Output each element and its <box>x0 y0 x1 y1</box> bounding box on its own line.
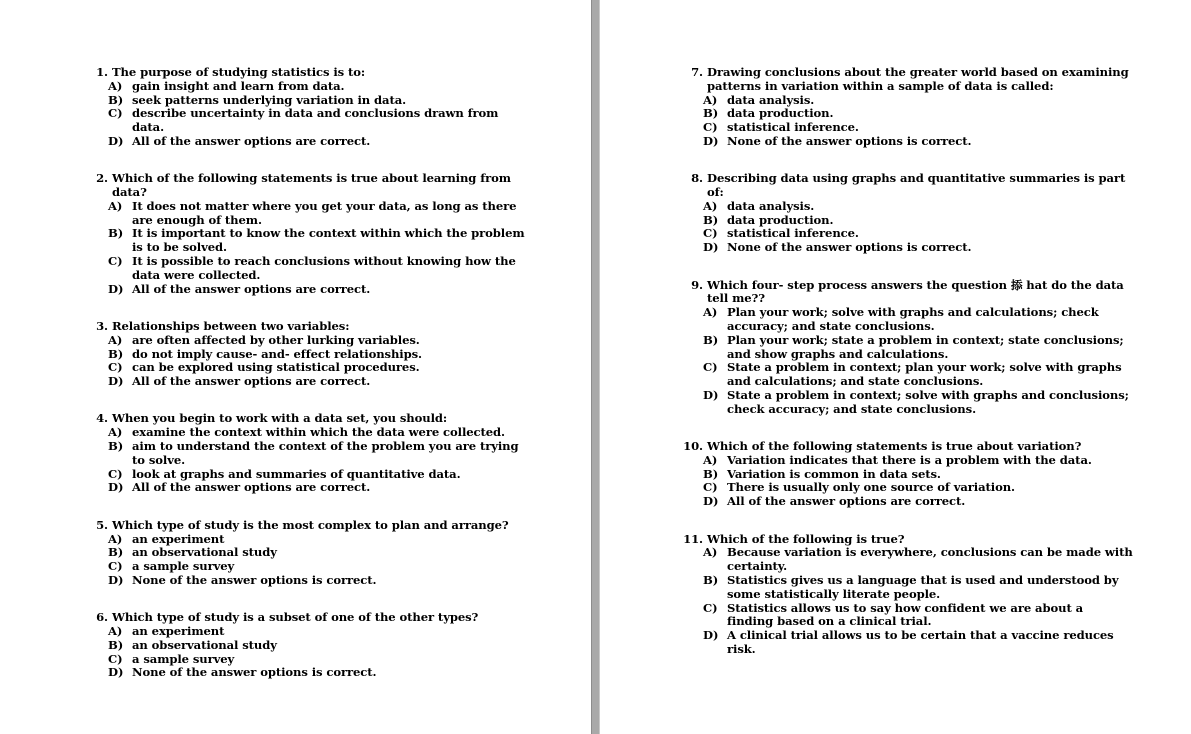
answer-option <box>683 241 1133 255</box>
option-text: statistical inference. <box>727 120 859 135</box>
answer-option <box>683 574 1133 602</box>
page-divider <box>591 0 600 734</box>
option-text: an experiment <box>132 624 225 638</box>
question-stem <box>88 172 528 200</box>
question-text: Which type of study is a subset of one of the other types? <box>112 610 479 625</box>
option-letter: A) <box>703 452 718 467</box>
answer-option <box>683 389 1133 417</box>
option-letter: A) <box>703 198 718 213</box>
answer-option <box>88 361 528 375</box>
answer-option <box>88 574 528 588</box>
option-letter: A) <box>703 92 718 107</box>
option-letter: D) <box>108 572 124 587</box>
option-text: All of the answer options are correct. <box>132 133 371 148</box>
question-number: 8. <box>691 171 703 186</box>
answer-option <box>88 135 528 149</box>
option-letter: C) <box>108 559 123 574</box>
option-text: None of the answer options is correct. <box>727 133 972 148</box>
option-letter: C) <box>703 120 718 135</box>
question-item <box>683 279 1133 417</box>
option-letter: A) <box>108 531 123 546</box>
option-letter: D) <box>703 494 719 509</box>
option-text: are often affected by other lurking variables. <box>132 332 420 347</box>
option-text: can be explored using statistical procedures. <box>132 360 420 375</box>
answer-option <box>88 348 528 362</box>
answer-options <box>88 334 528 389</box>
question-text: Which type of study is the most complex to plan and arrange? <box>112 517 509 532</box>
option-text: data production. <box>727 212 834 227</box>
answer-options <box>88 80 528 149</box>
answer-option <box>683 629 1133 657</box>
question-stem <box>683 533 1133 547</box>
answer-option <box>88 546 528 560</box>
question-stem <box>88 320 528 334</box>
option-letter: D) <box>108 133 124 148</box>
option-letter: B) <box>108 545 124 560</box>
option-letter: C) <box>108 254 123 269</box>
option-text: do not imply cause- and- effect relationships. <box>132 346 422 361</box>
question-item <box>683 440 1133 509</box>
answer-option <box>88 639 528 653</box>
answer-option <box>88 200 528 228</box>
option-letter: D) <box>703 387 719 402</box>
answer-option <box>88 653 528 667</box>
answer-option <box>88 625 528 639</box>
question-item <box>88 611 528 680</box>
answer-option <box>683 481 1133 495</box>
option-letter: C) <box>108 466 123 481</box>
question-stem <box>683 172 1133 200</box>
answer-option <box>683 546 1133 574</box>
answer-option <box>88 227 528 255</box>
answer-option <box>88 107 528 135</box>
option-letter: B) <box>703 106 719 121</box>
answer-options <box>683 94 1133 149</box>
answer-option <box>683 495 1133 509</box>
question-text: Which of the following statements is true about variation? <box>707 439 1082 454</box>
option-letter: C) <box>703 360 718 375</box>
option-text: Because variation is everywhere, conclusions can be made with certainty. <box>727 545 1133 574</box>
option-text: Variation is common in data sets. <box>727 466 941 481</box>
answer-options <box>88 625 528 680</box>
answer-options <box>88 533 528 588</box>
answer-options <box>683 306 1133 416</box>
answer-option <box>683 94 1133 108</box>
option-text: Plan your work; solve with graphs and calculations; check accuracy; and state conclusions. <box>727 305 1099 333</box>
option-letter: B) <box>703 466 719 481</box>
option-text: There is usually only one source of variation. <box>727 480 1015 495</box>
option-text: an observational study <box>132 545 277 560</box>
answer-option <box>88 94 528 108</box>
answer-option <box>88 440 528 468</box>
option-text: None of the answer options is correct. <box>727 240 972 255</box>
option-letter: C) <box>108 106 123 121</box>
answer-option <box>88 334 528 348</box>
question-text: When you begin to work with a data set, you should: <box>112 411 448 426</box>
option-letter: B) <box>108 346 124 361</box>
question-stem <box>88 519 528 533</box>
question-stem <box>88 66 528 80</box>
option-text: It is important to know the context within which the problem is to be solved. <box>132 226 525 255</box>
answer-option <box>683 361 1133 389</box>
question-text: Describing data using graphs and quantitative summaries is part of: <box>707 171 1126 200</box>
answer-option <box>683 214 1133 228</box>
option-text: State a problem in context; solve with graphs and conclusions; check accuracy; and state conclusions. <box>727 387 1129 416</box>
answer-option <box>88 80 528 94</box>
option-text: It does not matter where you get your data, as long as there are enough of them. <box>132 198 517 227</box>
answer-option <box>683 454 1133 468</box>
option-text: data analysis. <box>727 198 815 213</box>
option-text: Statistics gives us a language that is used and understood by some statistically literate people. <box>727 572 1119 601</box>
answer-options <box>683 200 1133 255</box>
answer-option <box>88 560 528 574</box>
option-letter: D) <box>108 281 124 296</box>
option-text: describe uncertainty in data and conclusions drawn from data. <box>132 106 499 135</box>
option-letter: B) <box>108 226 124 241</box>
option-letter: A) <box>108 78 123 93</box>
question-text: Relationships between two variables: <box>112 318 350 333</box>
question-number: 9. <box>691 277 703 292</box>
option-letter: D) <box>108 665 124 680</box>
option-letter: D) <box>703 133 719 148</box>
question-item <box>683 533 1133 657</box>
option-letter: C) <box>703 480 718 495</box>
question-text: The purpose of studying statistics is to: <box>112 65 366 79</box>
answer-option <box>683 121 1133 135</box>
question-stem <box>683 66 1133 94</box>
answer-option <box>683 200 1133 214</box>
option-text: seek patterns underlying variation in data. <box>132 92 407 107</box>
question-item <box>88 66 528 149</box>
question-text: Drawing conclusions about the greater world based on examining patterns in variation within a sample of data is called: <box>707 65 1129 93</box>
question-number: 4. <box>96 411 108 426</box>
question-stem <box>683 440 1133 454</box>
option-text: an observational study <box>132 637 277 652</box>
question-item <box>88 412 528 495</box>
option-text: aim to understand the context of the problem you are trying to solve. <box>132 439 519 467</box>
option-text: Variation indicates that there is a problem with the data. <box>727 452 1092 467</box>
option-text: Statistics allows us to say how confident we are about a finding based on a clinical trial. <box>727 600 1084 629</box>
option-text: Plan your work; state a problem in context; state conclusions; and show graphs and calculations. <box>727 332 1124 361</box>
question-item <box>88 519 528 588</box>
option-text: statistical inference. <box>727 226 859 241</box>
question-stem <box>88 611 528 625</box>
option-letter: B) <box>703 332 719 347</box>
option-letter: B) <box>108 439 124 454</box>
left-page <box>0 0 591 734</box>
question-number: 7. <box>691 65 703 79</box>
question-text: Which of the following is true? <box>707 531 905 546</box>
option-text: A clinical trial allows us to be certain that a vaccine reduces risk. <box>727 628 1114 656</box>
answer-option <box>88 666 528 680</box>
answer-option <box>683 468 1133 482</box>
option-text: All of the answer options are correct. <box>727 494 966 509</box>
option-letter: B) <box>703 572 719 587</box>
answer-option <box>88 255 528 283</box>
answer-option <box>88 533 528 547</box>
option-text: None of the answer options is correct. <box>132 665 377 680</box>
option-letter: D) <box>703 628 719 643</box>
question-number: 3. <box>96 318 108 333</box>
question-item <box>88 172 528 296</box>
question-number: 1. <box>96 65 108 79</box>
option-letter: B) <box>108 637 124 652</box>
option-letter: A) <box>108 624 123 638</box>
answer-option <box>683 602 1133 630</box>
answer-options <box>88 200 528 297</box>
answer-option <box>88 468 528 482</box>
option-text: data production. <box>727 106 834 121</box>
option-letter: A) <box>108 198 123 213</box>
option-text: data analysis. <box>727 92 815 107</box>
option-letter: C) <box>703 226 718 241</box>
answer-option <box>88 481 528 495</box>
option-text: an experiment <box>132 531 225 546</box>
option-letter: D) <box>703 240 719 255</box>
answer-option <box>683 227 1133 241</box>
option-letter: A) <box>703 305 718 320</box>
option-text: look at graphs and summaries of quantitative data. <box>132 466 461 481</box>
option-text: examine the context within which the data were collected. <box>132 425 505 440</box>
option-text: State a problem in context; plan your work; solve with graphs and calculations; and state conclusions. <box>727 360 1122 389</box>
answer-option <box>88 283 528 297</box>
option-letter: C) <box>703 600 718 615</box>
option-letter: B) <box>703 212 719 227</box>
right-page <box>600 0 1191 734</box>
option-letter: A) <box>108 332 123 347</box>
question-item <box>683 172 1133 255</box>
question-text: Which four- step process answers the question 掭 hat do the data tell me?? <box>707 277 1124 306</box>
right-question-column <box>683 66 1133 680</box>
option-letter: D) <box>108 374 124 389</box>
option-text: All of the answer options are correct. <box>132 374 371 389</box>
option-text: It is possible to reach conclusions without knowing how the data were collected. <box>132 254 516 282</box>
option-text: a sample survey <box>132 651 235 666</box>
option-letter: A) <box>108 425 123 440</box>
question-item <box>88 320 528 389</box>
option-letter: B) <box>108 92 124 107</box>
option-text: None of the answer options is correct. <box>132 572 377 587</box>
answer-options <box>683 546 1133 656</box>
option-letter: C) <box>108 651 123 666</box>
question-number: 5. <box>96 517 108 532</box>
question-number: 10. <box>683 439 703 454</box>
answer-option <box>88 375 528 389</box>
answer-option <box>683 107 1133 121</box>
option-text: All of the answer options are correct. <box>132 480 371 495</box>
answer-option <box>683 334 1133 362</box>
option-letter: C) <box>108 360 123 375</box>
answer-options <box>683 454 1133 509</box>
answer-option <box>683 306 1133 334</box>
option-text: gain insight and learn from data. <box>132 78 345 93</box>
answer-option <box>88 426 528 440</box>
left-question-column <box>88 66 528 704</box>
option-letter: D) <box>108 480 124 495</box>
question-number: 6. <box>96 610 108 625</box>
question-stem <box>683 279 1133 307</box>
option-text: a sample survey <box>132 559 235 574</box>
question-text: Which of the following statements is true about learning from data? <box>112 171 511 200</box>
question-item <box>683 66 1133 149</box>
question-stem <box>88 412 528 426</box>
option-letter: A) <box>703 545 718 560</box>
question-number: 2. <box>96 171 108 186</box>
answer-option <box>683 135 1133 149</box>
question-number: 11. <box>683 531 703 546</box>
answer-options <box>88 426 528 495</box>
option-text: All of the answer options are correct. <box>132 281 371 296</box>
